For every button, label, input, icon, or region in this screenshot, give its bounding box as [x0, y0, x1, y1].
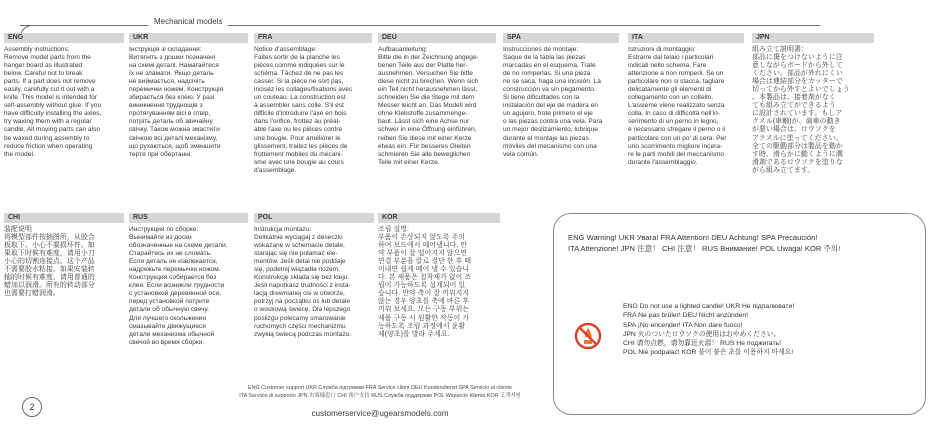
language-tag: ENG [4, 33, 124, 43]
instructions-text: Инструкция по сборке: Вынимайте из доски обозначенные на схеме детали. Старайтесь их не сломать. Если деталь не извлекается, надрежьте перемычки ножом. Конструкция собирается без клея. Если возникли трудности с установкой деревянной оси, перед установкой потрите детали об обычную свечу. Для лучшего скольжения смазывайте движущиеся детали механизма обычной свечой во время сборки. [129, 226, 228, 346]
instructions-text: Assembly instructions: Remove model parts from the hanger board as illustrated below. Careful not to break parts. If a part does not remove easily, carefully cut it out with a knife. This model is intended for self-assembly without glue. If you have difficulty installing the axles, try waxing them with a regular candle. All moving parts can also be waxed during assembly to reduce friction when operating the model. [4, 46, 102, 158]
instructions-text: Notice d'assemblage: Faites sortir de la planche les pièces comme indiquées sur le schéma. Tâchez de ne pas les casser. Si la pièce ne sort pas, incisez les collages/fixations avec un couteau. La construction est à assembler sans colle. S'il est difficile d'introduire l'axe en bois dans l'orifice, frottez au préal- able l'axe ou les pièces contre une bougie. Pour améliorer le glissement, traitez les pièces de frottement mobiles du mécani- sme avec une bougie au cours d'assemblage. [254, 46, 353, 174]
instructions-text: Instrucciones de montaje: Saque de la tabla las piezas marcadas en el esquema. Trate de no romperlas. Si una pieza no se saca, haga una incisión. La construcción va sin pegamento. Si tiene dificultades con la instalación del eje de madera en un agujero, frote primero el eje o las piezas contra una vela. Para un mejor deslizamiento, lubrique durante el montaje las piezas móviles del mecanismo con una vela común. [503, 46, 603, 158]
column-jpn [752, 33, 874, 208]
column-eng [4, 33, 124, 183]
support-email-link[interactable]: customerservice@ugearsmodels.com [311, 409, 449, 418]
column-spa [503, 33, 619, 193]
no-fire-icon [574, 322, 602, 350]
header-title: Mechanical models [148, 17, 228, 26]
instructions-text: Istruzioni di montaggio: Estrarre dal telaio i particolari indicati nello schema. Fare attenzione a non romperli. Se un particolare non si stacca, tagliare delicatamente gli elementi di collegamento con un coltello. L'assieme viene realizzato senza colla. In caso di difficoltà nell'in- serimento di un perno in legno, è necessario sfregare il perno o il particolare con un po' di cera. Per uno scorrimento migliore incera- re le parti mobili del meccanismo durante l'assemblaggio. [628, 46, 727, 166]
instructions-text: Aufbauanleitung: Bitte die in der Zeichnung angege- benen Teile aus der Platte her- ausnehmen. Versuchen Sie bitte diese nicht zu brechen. Wenn sich ein Teil nicht herausnehmen lässt, schneiden Sie die Stege mit dem Messer leicht an. Das Modell wird ohne Klebstoffe zusammenge- baut. Lässt sich eine Achse nur schwer in eine Öffnung einführen, reiben Sie diese mit einer Kerze etwas ein. Für besseres Gleiten schmieren Sie alle beweglichen Teile mit einer Kerze. [378, 46, 479, 166]
warning-text: ENG Do not use a lighted candle! UKR Не підпалювати! FRA Ne pas brûler! DEU Nicht anzünden! SPA ¡No encender! ITA Non dare fuoco! JPN 火のついたロウソクの使用はおやめください。 CHI 请勿点燃，请勿靠近火源！ RUS Не поджигать! POL Nie podpalać! KOR 불이 붙은 초를 이용하지 마세요! [623, 303, 795, 357]
instructions-text: 組み立て説明書： 部品に傷をつけないように注 意しながらボードから外して ください。部品が外れにくい 場合は連結部分をカッターで 切ってから外すとよいでしょう 。本製品は、接着剤がなく ても組み立てができるよう に設計されています。もしア クスル(車軸)が、歯車の動き が悪い場合は、ロウソクを アクスルに塗ってください。 全ての駆動部分は製品を動か す時、滑らかに動くように潤 滑剤であるロウソクを塗りな がら組み立てます。 [752, 46, 850, 174]
language-tag: POL [254, 213, 374, 223]
instructions-text: 조립 설명: 부품이 손상되지 않도록 주의 하여 보드에서 떼어냅니다. 만 약 부품이 잘 떨어지지 않으면 연결 부분을 칼로 절단 한 후 떼 어내면 쉽게 떼어 낼 수 있습니 다. 본 제품은 접착제가 없이 조 립이 가능하도록 설계되어 있 습니다. 만약 축이 잘 끼워지지 않는 경우 양초를 축에 바른 후 끼워 보세요. 모든 구동 부위는 제품 구동 시 원활한 작동이 가 능하도록 조립 과정에서 윤활 제(양초)를 발라 주세요. [378, 226, 472, 338]
page-number: 2 [22, 397, 42, 417]
customer-support-line: ENG Customer support UKR Служба підтримки FRA Service client DEU Kundendienst SPA Servicio al cliente ITA Servizio di supporto JPN お客様窓口 CHI 客户支持 RUS Служба поддержки POL Wsparcie klienta KOR 고객지원 [239, 385, 521, 399]
instructions-text: Інструкція зі складання: Витягніть з дошки позначені на схемі деталі. Намагайтеся їх не зламати. Якщо деталь не виймається, надсічіть перемички ножем. Конструкція збирається без клею. У разі виникнення труднощів з протягуванням вісі в отвір, потріть деталь об звичайну свічку. Також можна змастити свічкою всі деталі механізму, що рухаються, щоб зменшити тертя при обертанні. [129, 46, 224, 158]
header-rule [20, 25, 820, 26]
column-ukr [129, 33, 248, 183]
column-kor [378, 213, 500, 378]
column-rus [129, 213, 248, 383]
language-tag: FRA [254, 33, 372, 43]
language-tag: SPA [503, 33, 619, 43]
language-tag: JPN [752, 33, 874, 43]
column-fra [254, 33, 372, 208]
column-chi [4, 213, 124, 333]
language-tag: DEU [378, 33, 496, 43]
column-ita [628, 33, 744, 193]
language-tag: RUS [129, 213, 248, 223]
column-pol [254, 213, 374, 373]
language-tag: CHI [4, 213, 124, 223]
language-tag: ITA [628, 33, 744, 43]
warning-title: ENG Warning! UKR Увага! FRA Attention! DEU Achtung! SPA Precaución! ITA Attenzione! JPN 注意！ CHI 注意！ RUS Внимание! POL Uwaga! KOR 주의! [568, 233, 841, 253]
instructions-text: Instrukcja montażu: Delikatnie wyciągaj z deseczki wskazane w schemacie detale, starając się nie połamać ele- mentów. Jeśli detal nie poddaje się, podetnij wiązadła nożem. Konstrukcję składa się bez kleju. Jeśli napotkasz trudności z insta- lacją drewnianej osi w otworze, potrzyj na początku oś lub detale o woskową świecę. Dla lepszego poslizgu polecamy smarowanie ruchomych części mechanizmu zwykłą świecą podczas montażu. [254, 226, 352, 338]
language-tag: UKR [129, 33, 248, 43]
column-deu [378, 33, 496, 193]
language-tag: KOR [378, 213, 500, 223]
instructions-text: 装配说明 将模型部件按插图所，从胶合 板取下。小心不要损坏件。如 果取下时候有难度，请用小刀 小心的切割连接点。这个产品 不需要胶水粘接。如果安装转 轴的时候有难度，请用普通的 蜡加以润滑。所有的转动部分 也需要打蜡润滑。 [4, 226, 95, 298]
